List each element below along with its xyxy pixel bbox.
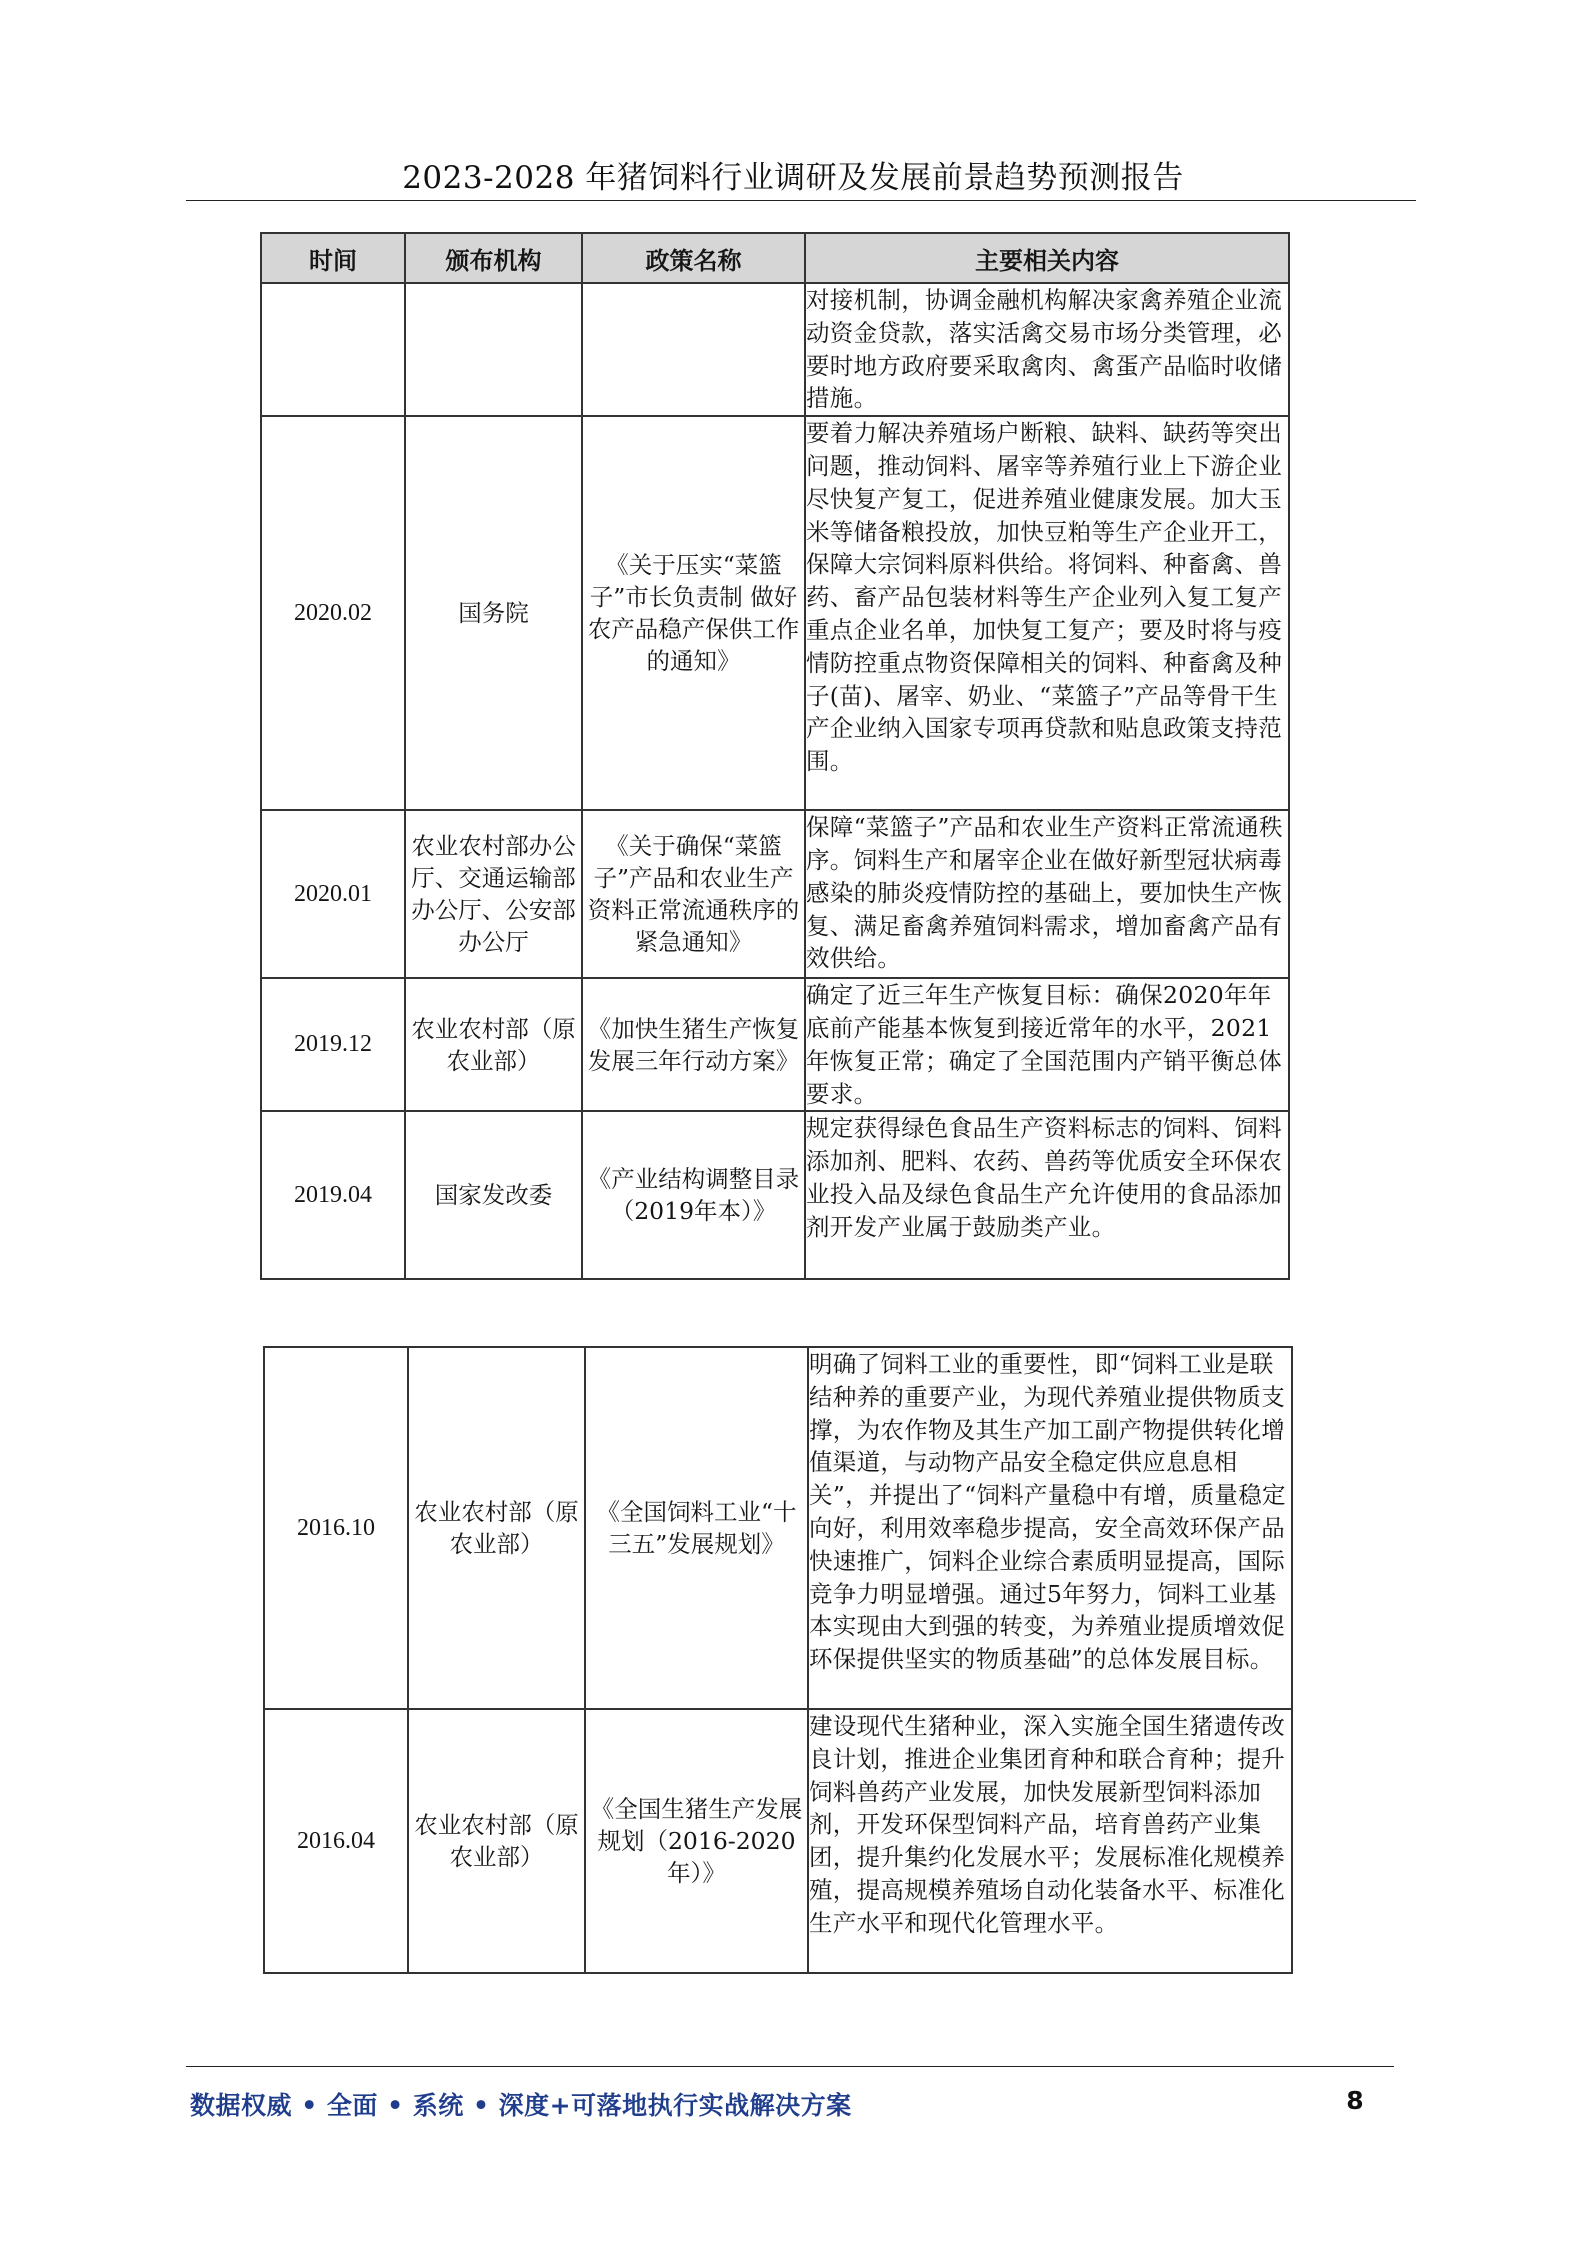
cell-time: 2020.01 — [261, 810, 405, 978]
cell-org: 国务院 — [405, 416, 582, 810]
table-header-row — [261, 233, 1289, 283]
cell-time — [261, 283, 405, 416]
cell-time: 2019.12 — [261, 978, 405, 1111]
column-header-org: 颁布机构 — [405, 233, 582, 283]
cell-content: 确定了近三年生产恢复目标：确保2020年年底前产能基本恢复到接近常年的水平，2021年恢复正常；确定了全国范围内产销平衡总体要求。 — [805, 978, 1289, 1111]
cell-org: 农业农村部（原农业部） — [405, 978, 582, 1111]
cell-org: 农业农村部（原农业部） — [408, 1347, 585, 1709]
column-header-time: 时间 — [261, 233, 405, 283]
cell-content: 规定获得绿色食品生产资料标志的饲料、饲料添加剂、肥料、农药、兽药等优质安全环保农业投入品及绿色食品生产允许使用的食品添加剂开发产业属于鼓励类产业。 — [805, 1111, 1289, 1279]
table-row — [261, 810, 1289, 978]
footer-divider — [186, 2066, 1394, 2067]
cell-policy-name: 《加快生猪生产恢复发展三年行动方案》 — [582, 978, 805, 1111]
cell-time: 2016.04 — [264, 1709, 408, 1973]
table-row — [261, 283, 1289, 416]
cell-time: 2016.10 — [264, 1347, 408, 1709]
table-row — [264, 1347, 1292, 1709]
header-divider — [186, 200, 1416, 201]
column-header-content: 主要相关内容 — [805, 233, 1289, 283]
cell-content: 保障“菜篮子”产品和农业生产资料正常流通秩序。饲料生产和屠宰企业在做好新型冠状病毒感染的肺炎疫情防控的基础上，要加快生产恢复、满足畜禽养殖饲料需求，增加畜禽产品有效供给。 — [805, 810, 1289, 978]
cell-content: 建设现代生猪种业，深入实施全国生猪遗传改良计划，推进企业集团育种和联合育种；提升饲料兽药产业发展，加快发展新型饲料添加剂，开发环保型饲料产品，培育兽药产业集团，提升集约化发展水平；发展标准化规模养殖，提高规模养殖场自动化装备水平、标准化生产水平和现代化管理水平。 — [808, 1709, 1292, 1973]
cell-content: 要着力解决养殖场户断粮、缺料、缺药等突出问题，推动饲料、屠宰等养殖行业上下游企业尽快复产复工，促进养殖业健康发展。加大玉米等储备粮投放，加快豆粕等生产企业开工，保障大宗饲料原料供给。将饲料、种畜禽、兽药、畜产品包装材料等生产企业列入复工复产重点企业名单，加快复工复产；要及时将与疫情防控重点物资保障相关的饲料、种畜禽及种子(苗)、屠宰、奶业、“菜篮子”产品等骨干生产企业纳入国家专项再贷款和贴息政策支持范围。 — [805, 416, 1289, 810]
table-row — [261, 978, 1289, 1111]
cell-policy-name: 《关于压实“菜篮子”市长负责制 做好农产品稳产保供工作的通知》 — [582, 416, 805, 810]
page-header-title: 2023-2028 年猪饲料行业调研及发展前景趋势预测报告 — [402, 160, 1184, 196]
cell-time: 2019.04 — [261, 1111, 405, 1279]
cell-policy-name: 《关于确保“菜篮子”产品和农业生产资料正常流通秩序的紧急通知》 — [582, 810, 805, 978]
cell-policy-name: 《全国饲料工业“十三五”发展规划》 — [585, 1347, 808, 1709]
cell-content: 对接机制，协调金融机构解决家禽养殖企业流动资金贷款，落实活禽交易市场分类管理，必要时地方政府要采取禽肉、禽蛋产品临时收储措施。 — [805, 283, 1289, 416]
cell-policy-name: 《产业结构调整目录（2019年本）》 — [582, 1111, 805, 1279]
cell-org: 国家发改委 — [405, 1111, 582, 1279]
table-row — [261, 1111, 1289, 1279]
cell-time: 2020.02 — [261, 416, 405, 810]
cell-policy-name — [582, 283, 805, 416]
page-number: 8 — [1346, 2086, 1364, 2115]
policy-table-part-1 — [260, 232, 1290, 1280]
policy-table-part-2 — [263, 1346, 1293, 1974]
cell-content: 明确了饲料工业的重要性，即“饲料工业是联结种养的重要产业，为现代养殖业提供物质支撑，为农作物及其生产加工副产物提供转化增值渠道，与动物产品安全稳定供应息息相关”，并提出了“饲料产量稳中有增，质量稳定向好，利用效率稳步提高，安全高效环保产品快速推广，饲料企业综合素质明显提高，国际竞争力明显增强。通过5年努力，饲料工业基本实现由大到强的转变，为养殖业提质增效促环保提供坚实的物质基础”的总体发展目标。 — [808, 1347, 1292, 1709]
table-row — [261, 416, 1289, 810]
cell-org: 农业农村部办公厅、交通运输部办公厅、公安部办公厅 — [405, 810, 582, 978]
cell-org — [405, 283, 582, 416]
table-row — [264, 1709, 1292, 1973]
footer-slogan: 数据权威 • 全面 • 系统 • 深度+可落地执行实战解决方案 — [190, 2091, 852, 2120]
column-header-policy-name: 政策名称 — [582, 233, 805, 283]
cell-policy-name: 《全国生猪生产发展规划（2016-2020年）》 — [585, 1709, 808, 1973]
cell-org: 农业农村部（原农业部） — [408, 1709, 585, 1973]
